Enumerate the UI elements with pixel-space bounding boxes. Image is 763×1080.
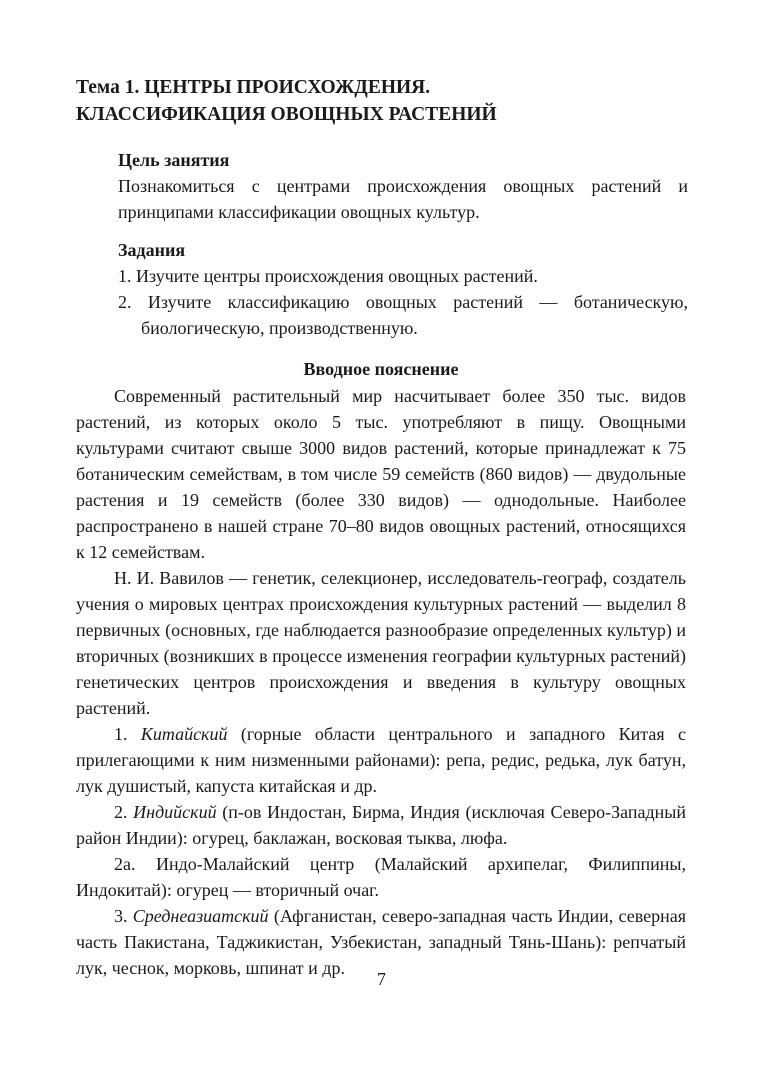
center-name: Среднеазиатский — [132, 906, 269, 926]
tasks-section — [118, 237, 688, 341]
title-line-1: Тема 1. ЦЕНТРЫ ПРОИСХОЖДЕНИЯ. — [76, 77, 431, 98]
center-description: (горные области центрального и западного Китая с прилегающими к ним низменными районами): репа, редис, редька, лук батун, лук душистый, капуста китайская и др. — [76, 724, 687, 796]
center-name: Индийский — [133, 802, 217, 822]
task-item-2: 2. Изучите классификацию овощных растений — ботаническую, биологическую, производственную. — [118, 292, 688, 338]
center-number: 2а. — [114, 854, 136, 874]
page-title — [76, 74, 716, 128]
goal-section — [118, 147, 688, 225]
center-description: (п-ов Индостан, Бирма, Индия (исключая Северо-Западный район Индии): огурец, баклажан, восковая тыква, люфа. — [76, 802, 687, 848]
task-item-1: 1. Изучите центры происхождения овощных растений. — [118, 266, 538, 286]
intro-paragraph-2: Н. И. Вавилов — генетик, селекционер, исследователь-географ, создатель учения о мировых центрах происхождения культурных растений — выделил 8 первичных (основных, где наблюдается разнообразие определенных культур) и вторичных (возникших в процессе изменения географии культурных растений) генетических центров происхождения и введения в культуру овощных растений. — [76, 568, 686, 718]
center-item-1 — [76, 721, 686, 799]
center-description: (Афганистан, северо-западная часть Индии, северная часть Пакистана, Таджикистан, Узбекистан, западный Тянь-Шань): репчатый лук, чеснок, морковь, шпинат и др. — [76, 906, 686, 978]
goal-text: Познакомиться с центрами происхождения овощных растений и принципами классификации овощных культур. — [118, 176, 688, 222]
tasks-heading: Задания — [118, 240, 186, 260]
intro-paragraph-1: Современный растительный мир насчитывает более 350 тыс. видов растений, из которых около 5 тыс. употребляют в пищу. Овощными культурами считают свыше 3000 видов растений, которые принадлежат к 75 ботаническим семействам, в том числе 59 семейств (860 видов) — двудольные растения и 19 семейств (более 330 видов) — однодольные. Наиболее распространено в нашей стране 70–80 видов овощных растений, относящихся к 12 семействам. — [76, 386, 686, 562]
center-item-2a — [76, 851, 686, 903]
page-number: 7 — [377, 969, 386, 989]
goal-heading: Цель занятия — [118, 150, 230, 170]
title-line-2: КЛАССИФИКАЦИЯ ОВОЩНЫХ РАСТЕНИЙ — [76, 104, 497, 125]
center-name: Китайский — [140, 724, 228, 744]
center-description: Индо-Малайский центр (Малайский архипелаг, Филиппины, Индокитай): огурец — вторичный очаг. — [76, 854, 687, 900]
intro-heading: Вводное пояснение — [303, 359, 459, 379]
center-number: 1. — [114, 724, 128, 744]
center-number: 2. — [114, 802, 128, 822]
center-item-2 — [76, 799, 686, 851]
intro-section — [76, 383, 686, 981]
center-number: 3. — [114, 906, 128, 926]
